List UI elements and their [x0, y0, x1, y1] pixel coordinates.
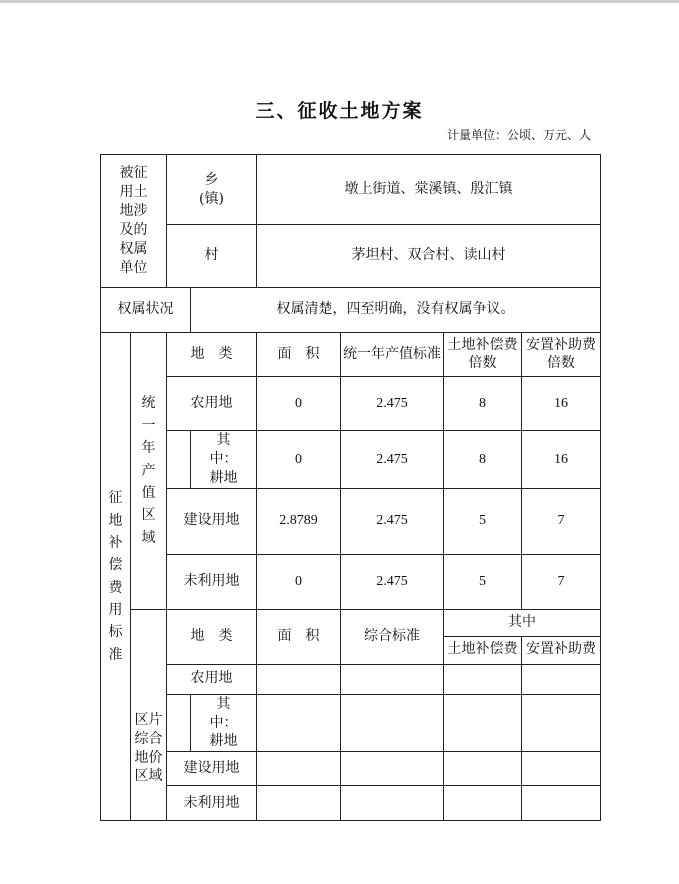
s2-row-agri — [101, 664, 601, 694]
s1-land-text: 其中：耕地 — [209, 432, 238, 486]
s2-resettle — [522, 694, 601, 752]
s1-resettle: 16 — [522, 431, 601, 489]
section1-header-row — [101, 333, 601, 377]
s2-resettle — [522, 664, 601, 694]
township-value: 墩上街道、棠溪镇、殷汇镇 — [257, 155, 601, 225]
top-border — [0, 0, 679, 3]
s2-std — [341, 752, 444, 786]
s1-header-land: 地 类 — [167, 333, 257, 377]
s2-resettle — [522, 786, 601, 821]
s1-comp: 5 — [444, 488, 522, 554]
s2-comp — [444, 664, 522, 694]
s1-comp: 8 — [444, 431, 522, 489]
s2-row-construction — [101, 752, 601, 786]
s1-comp: 5 — [444, 554, 522, 609]
village-value: 茅坦村、双合村、读山村 — [257, 225, 601, 288]
township-label-cell — [167, 155, 257, 225]
s2-header-area: 面 积 — [257, 609, 341, 664]
owner-unit-label-cell — [101, 155, 167, 288]
section2-label: 区片综合地价区域 — [134, 711, 163, 785]
owner-unit-label: 被征用土地涉及的权属单位 — [119, 165, 148, 276]
s1-area: 0 — [257, 377, 341, 431]
section2-label-cell — [131, 609, 167, 821]
s1-std: 2.475 — [341, 488, 444, 554]
s2-land: 建设用地 — [167, 752, 257, 786]
s2-comp — [444, 752, 522, 786]
s1-area: 0 — [257, 431, 341, 489]
township-row — [101, 155, 601, 225]
s2-comp — [444, 786, 522, 821]
ownership-row — [101, 288, 601, 333]
s1-header-resettle: 安置补助费倍数 — [522, 333, 601, 377]
village-label: 村 — [167, 225, 257, 288]
s1-header-std: 统一年产值标准 — [341, 333, 444, 377]
s2-area — [257, 664, 341, 694]
s1-header-comp: 土地补偿费倍数 — [444, 333, 522, 377]
s2-land: 未利用地 — [167, 786, 257, 821]
land-expropriation-table — [100, 154, 601, 821]
section2-header-row-1 — [101, 609, 601, 636]
s2-resettle — [522, 752, 601, 786]
section1-label: 统一年产值区域 — [141, 395, 156, 546]
s1-std: 2.475 — [341, 431, 444, 489]
s1-std: 2.475 — [341, 554, 444, 609]
s2-land: 农用地 — [167, 664, 257, 694]
unit-note: 计量单位：公顷、万元、人 — [446, 128, 591, 142]
s1-land: 农用地 — [167, 377, 257, 431]
township-label: 乡(镇) — [199, 171, 224, 207]
section1-label-cell — [131, 333, 167, 610]
s2-blank-cell — [167, 694, 191, 752]
s2-row-unused — [101, 786, 601, 821]
s1-header-area: 面 积 — [257, 333, 341, 377]
s1-area: 0 — [257, 554, 341, 609]
s2-header-resettle: 安置补助费 — [522, 636, 601, 664]
s1-area: 2.8789 — [257, 488, 341, 554]
s2-area — [257, 786, 341, 821]
s2-header-land: 地 类 — [167, 609, 257, 664]
s2-header-comp: 土地补偿费 — [444, 636, 522, 664]
village-row — [101, 225, 601, 288]
s1-comp: 8 — [444, 377, 522, 431]
s2-std — [341, 786, 444, 821]
s1-resettle: 7 — [522, 554, 601, 609]
s1-land — [191, 431, 257, 489]
s1-row-agri — [101, 377, 601, 431]
s1-row-construction — [101, 488, 601, 554]
s1-land: 未利用地 — [167, 554, 257, 609]
standard-label: 征地补偿费用标准 — [108, 490, 123, 663]
standard-label-cell — [101, 333, 131, 821]
s1-land: 建设用地 — [167, 488, 257, 554]
s2-area — [257, 752, 341, 786]
s2-area — [257, 694, 341, 752]
s2-land-text: 其中：耕地 — [209, 695, 238, 750]
ownership-value: 权属清楚，四至明确，没有权属争议。 — [191, 288, 601, 333]
s2-land — [191, 694, 257, 752]
ownership-label: 权属状况 — [101, 288, 191, 333]
page-title: 三、征收土地方案 — [255, 100, 424, 122]
s1-row-unused — [101, 554, 601, 609]
s1-resettle: 16 — [522, 377, 601, 431]
s2-std — [341, 694, 444, 752]
s1-resettle: 7 — [522, 488, 601, 554]
s2-comp — [444, 694, 522, 752]
s2-header-of-which: 其中 — [444, 609, 601, 636]
s1-row-arable — [101, 431, 601, 489]
s2-std — [341, 664, 444, 694]
s2-header-std: 综合标准 — [341, 609, 444, 664]
s1-blank-cell — [167, 431, 191, 489]
s1-std: 2.475 — [341, 377, 444, 431]
s2-row-arable — [101, 694, 601, 752]
